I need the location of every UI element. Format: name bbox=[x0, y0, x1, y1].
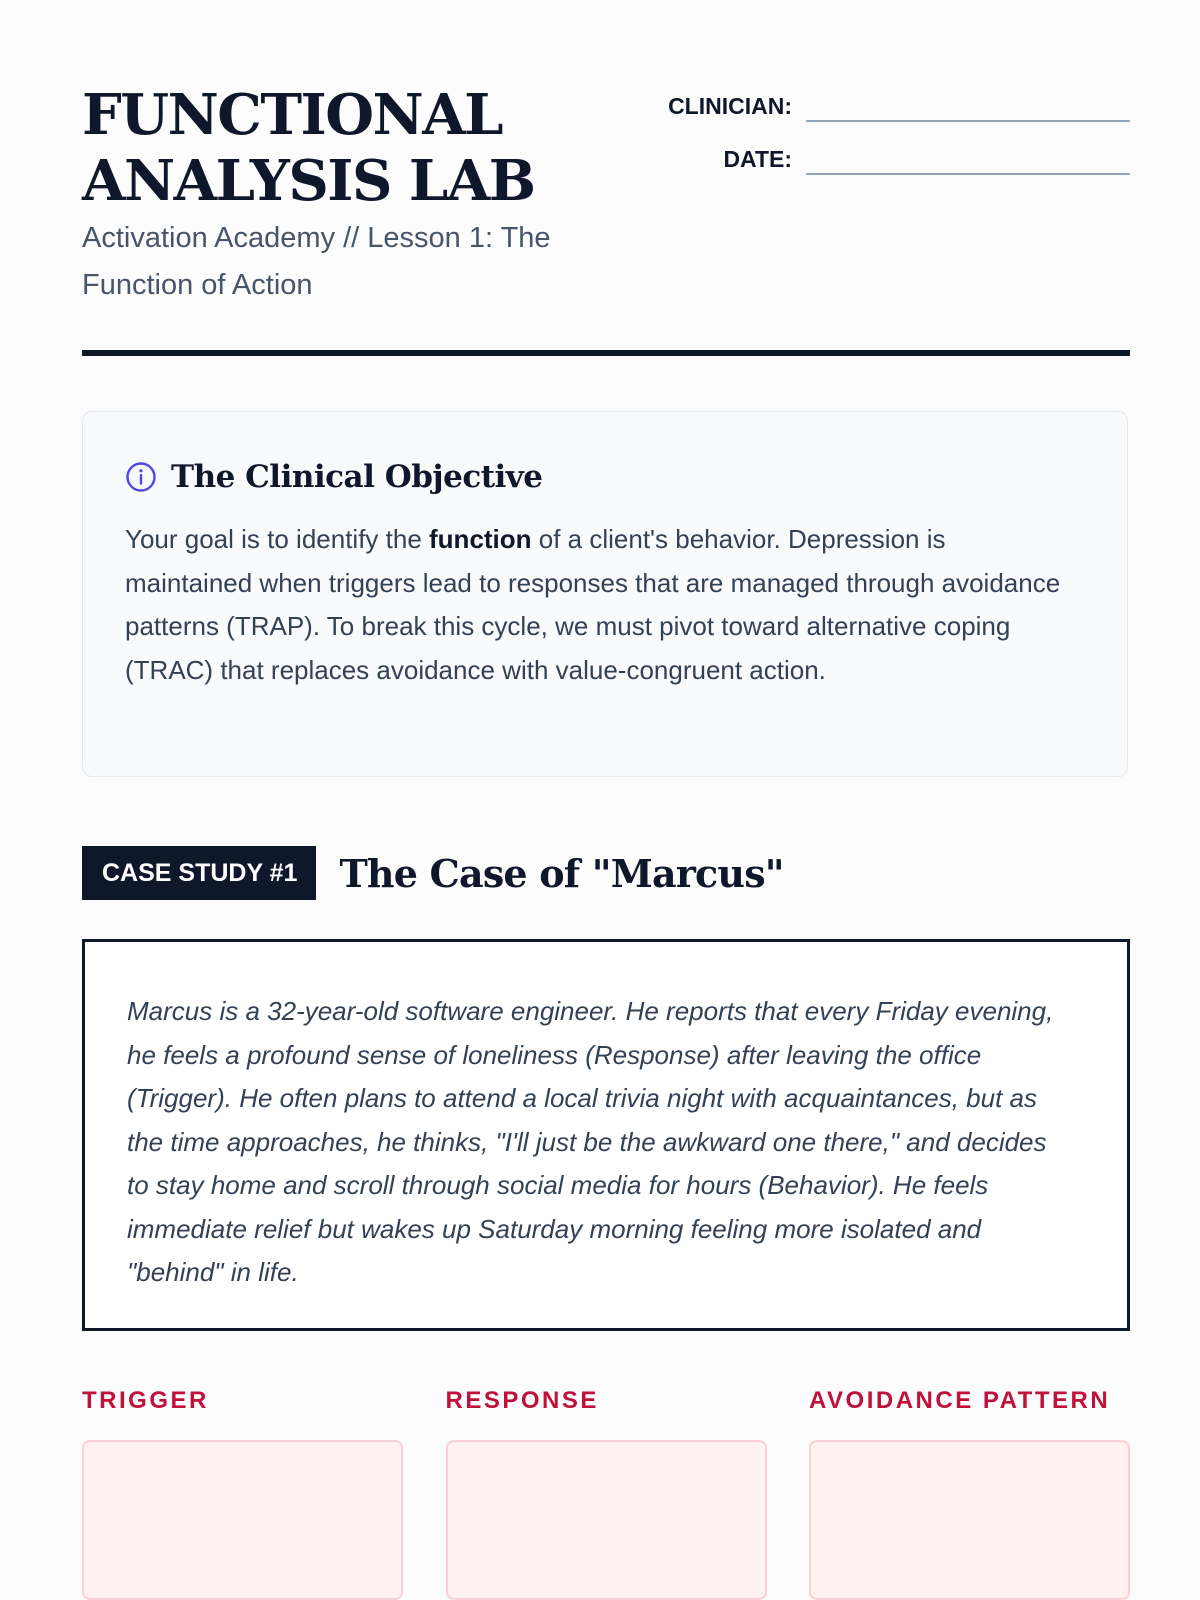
page-title-line-2: ANALYSIS LAB bbox=[82, 148, 535, 214]
date-row bbox=[660, 135, 1130, 175]
worksheet-page bbox=[82, 0, 1130, 1414]
date-label: DATE: bbox=[723, 146, 792, 172]
worksheet-header bbox=[82, 0, 1130, 355]
header-divider bbox=[82, 350, 1130, 356]
clinician-row bbox=[660, 82, 1130, 122]
page-title bbox=[82, 82, 642, 214]
objective-text bbox=[125, 518, 1065, 692]
response-column bbox=[446, 1386, 767, 1600]
clinician-meta bbox=[660, 82, 1130, 188]
case-study-heading bbox=[82, 846, 784, 900]
page-subtitle: Activation Academy // Lesson 1: The Function of Action bbox=[82, 222, 551, 301]
clinician-label: CLINICIAN: bbox=[668, 93, 792, 119]
analysis-fields bbox=[82, 1386, 1130, 1600]
objective-text-rest: of a client's behavior. Depression is maintained when triggers lead to responses that are managed through avoidance patterns (TRAP). To break this cycle, we must pivot toward alternative coping (TRAC) that replaces avoidance with value-congruent action. bbox=[125, 524, 1061, 685]
case-narrative: Marcus is a 32-year-old software engineer. He reports that every Friday evening, he feels a profound sense of loneliness (Response) after leaving the office (Trigger). He often plans to attend a local trivia night with acquaintances, but as the time approaches, he thinks, "I'll just be the awkward one there," and decides to stay home and scroll through social media for hours (Behavior). He feels immediate relief but wakes up Saturday morning feeling more isolated and "behind" in life. bbox=[127, 996, 1054, 1287]
objective-title: The Clinical Objective bbox=[171, 459, 543, 495]
page-title-line-1: FUNCTIONAL bbox=[82, 82, 503, 148]
trigger-input[interactable] bbox=[82, 1440, 403, 1600]
avoidance-pattern-column bbox=[809, 1386, 1130, 1600]
avoidance-pattern-input[interactable] bbox=[809, 1440, 1130, 1600]
response-input[interactable] bbox=[446, 1440, 767, 1600]
avoidance-pattern-label: AVOIDANCE PATTERN bbox=[809, 1387, 1111, 1414]
clinical-objective-panel bbox=[82, 411, 1128, 777]
objective-heading bbox=[125, 454, 1085, 500]
case-study-badge: CASE STUDY #1 bbox=[82, 846, 316, 900]
case-study-title: The Case of "Marcus" bbox=[339, 850, 784, 896]
clinician-field[interactable] bbox=[806, 90, 1130, 122]
trigger-label: TRIGGER bbox=[82, 1387, 209, 1414]
date-field[interactable] bbox=[806, 143, 1130, 175]
info-icon bbox=[125, 461, 157, 493]
objective-keyword: function bbox=[429, 524, 532, 554]
case-narrative-box bbox=[82, 939, 1130, 1331]
objective-text-intro: Your goal is to identify the bbox=[125, 524, 430, 554]
response-label: RESPONSE bbox=[445, 1387, 599, 1414]
trigger-column bbox=[82, 1386, 403, 1600]
